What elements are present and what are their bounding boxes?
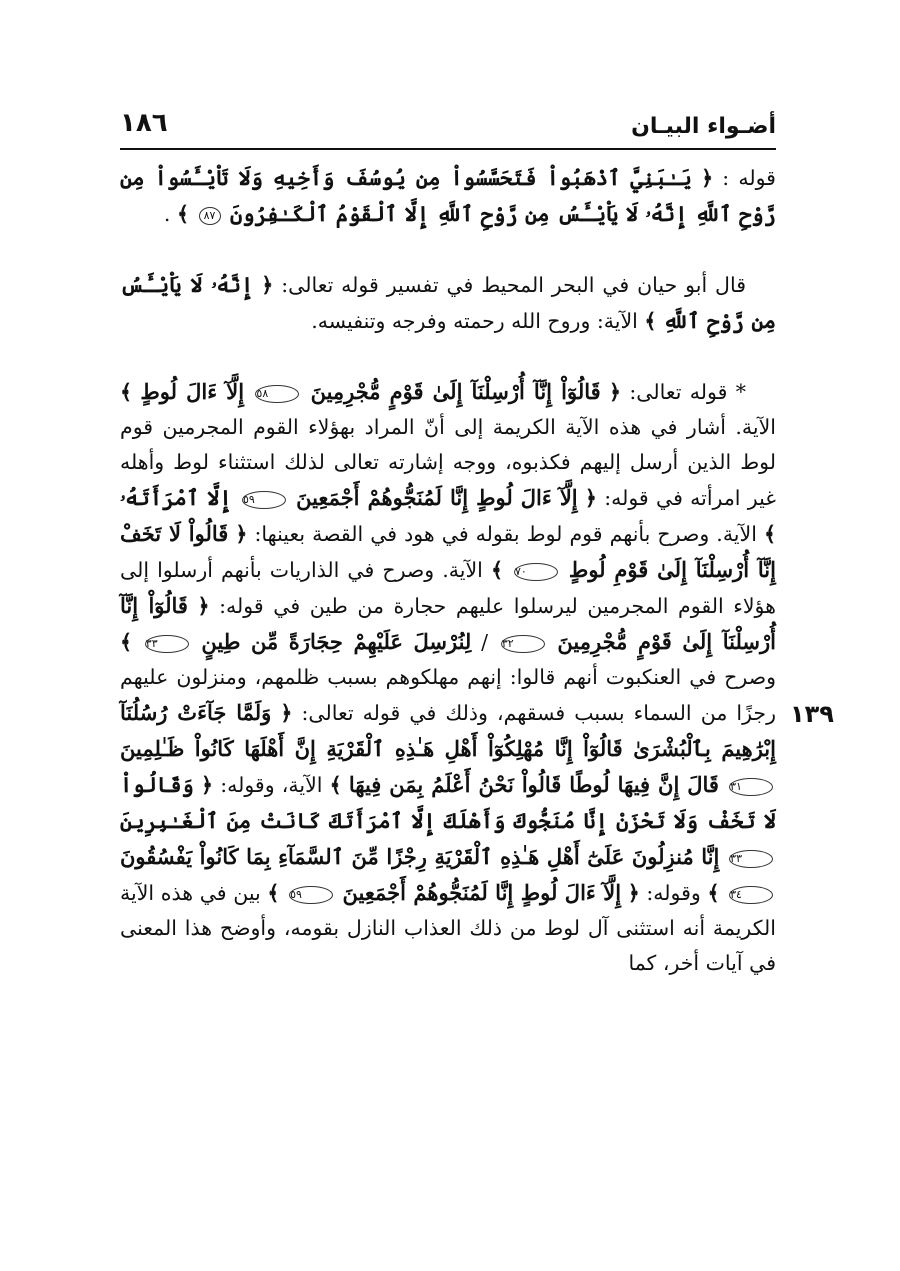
para3-text: وصرح في العنكبوت أنهم قالوا: إنهم مهلكوهم بسبب ظلمهم، ومنزلون عليهم رجزًا من السماء بسبب فسقهم، وذلك في قوله تعالى: xyxy=(120,665,776,725)
paragraph-gap xyxy=(120,232,776,267)
para2-tail: الآية: وروح الله رحمته وفرجه وتنفيسه. xyxy=(311,309,638,333)
para1-tail: . xyxy=(163,202,171,226)
ornate-brace-close: ﴾ xyxy=(120,630,133,654)
quran-verse: قَالَ إِنَّ فِيهَا لُوطًا قَالُواْ نَحْنُ أَعْلَمُ بِمَن فِيهَا xyxy=(348,772,719,797)
ornate-brace-open: ﴿ xyxy=(201,773,214,797)
verse-number-marker: ٣٣ xyxy=(145,635,189,653)
para1-lead: قوله : xyxy=(722,166,776,190)
quran-verse: إِلَّآ ءَالَ لُوطٍ إِنَّا لَمُنَجُّوهُمْ أَجْمَعِينَ xyxy=(296,485,578,510)
body-text xyxy=(120,160,776,981)
quran-verse: إِلَّآ ءَالَ لُوطٍ xyxy=(140,379,245,404)
ornate-brace-open: ﴿ xyxy=(197,594,210,618)
quran-verse: إِنَّا مُنزِلُونَ عَلَىٰٓ أَهْلِ هَـٰذِهِ ٱلْقَرْيَةِ رِجْزًا مِّنَ ٱلسَّمَآءِ بِمَا كَانُواْ يَفْسُقُونَ xyxy=(120,844,720,869)
quran-verse: لِنُرْسِلَ عَلَيْهِمْ حِجَارَةً مِّن طِينٍ xyxy=(201,629,472,654)
para3-text: الآية. وصرح بأنهم قوم لوط بقوله في هود في القصة بعينها: xyxy=(254,522,757,546)
verse-number-marker: ٧٠ xyxy=(514,563,558,581)
quran-verse: وَلَمَّا جَآءَتْ رُسُلُنَآ إِبْرَٰهِيمَ بِٱلْبُشْرَىٰ قَالُوٓاْ إِنَّا مُهْلِكُوٓاْ أَهْلِ هَـٰذِهِ ٱلْقَرْيَةِ إِنَّ أَهْلَهَا كَانُواْ ظَـٰلِمِينَ xyxy=(120,700,776,761)
ornate-brace-close: ﴾ xyxy=(329,773,342,797)
ornate-brace-close: ﴾ xyxy=(120,380,133,404)
paragraph-3 xyxy=(120,374,776,981)
verse-number-marker: ٨٧ xyxy=(199,207,221,225)
page-number: ١٨٦ xyxy=(120,108,168,138)
quran-verse: إِلَّآ ءَالَ لُوطٍ إِنَّا لَمُنَجُّوهُمْ أَجْمَعِينَ xyxy=(342,880,622,905)
verse-separator: / xyxy=(481,630,489,654)
verse-number-marker: ٣٢ xyxy=(501,635,545,653)
ornate-brace-close: ﴾ xyxy=(644,309,657,333)
verse-number-marker: ٥٩ xyxy=(242,491,286,509)
verse-number-marker: ٥٨ xyxy=(255,385,299,403)
ornate-brace-open: ﴿ xyxy=(627,881,640,905)
quran-verse: يَـٰبَنِيَّ ٱذْهَبُواْ فَتَحَسَّسُواْ مِن يُوسُفَ وَأَخِيهِ وَلَا تَاْيْـَٔسُواْ مِن رَّوْحِ ٱللَّهِ إِنَّهُۥ لَا يَاْيْـَٔسُ مِن رَّوْحِ ٱللَّهِ إِلَّا ٱلْقَوْمُ ٱلْكَـٰفِرُونَ xyxy=(120,165,776,226)
ornate-brace-close: ﴾ xyxy=(176,202,189,226)
para3-text: الآية، وقوله: xyxy=(220,773,323,797)
para3-text: الآية. وصرح في الذاريات بأنهم أرسلوا إلى هؤلاء القوم المجرمين ليرسلوا عليهم حجارة من طين في قوله: xyxy=(120,558,776,618)
page-header xyxy=(120,108,776,150)
quran-verse: إِلَّا ٱمْرَأَتَهُۥ xyxy=(120,485,232,510)
ornate-brace-open: ﴿ xyxy=(261,273,274,297)
ornate-brace-open: ﴿ xyxy=(609,380,622,404)
ornate-brace-close: ﴾ xyxy=(707,881,720,905)
ornate-brace-open: ﴿ xyxy=(701,166,714,190)
ornate-brace-close: ﴾ xyxy=(267,881,280,905)
margin-reference-number: ١٣٩ xyxy=(790,700,834,728)
para3-text: * قوله تعالى: xyxy=(629,380,746,404)
ornate-brace-open: ﴿ xyxy=(584,486,597,510)
para3-text: وقوله: xyxy=(646,881,701,905)
verse-number-marker: ٣٣ xyxy=(729,850,773,868)
para3-text: الآية. أشار في هذه الآية الكريمة إلى أنّ المراد بهؤلاء القوم المجرمين قوم لوط الذين أرسل إليهم فكذبوه، ووجه إشارته تعالى لذلك استثناء لوط وأهله غير امرأته في قوله: xyxy=(120,415,776,510)
quran-verse: إِنَّهُۥ لَا يَاْيْـَٔسُ مِن رَّوْحِ ٱللَّهِ xyxy=(120,272,776,333)
verse-number-marker: ٣٤ xyxy=(729,886,773,904)
paragraph-1 xyxy=(120,160,776,232)
para2-lead: قال أبو حيان في البحر المحيط في تفسير قوله تعالى: xyxy=(281,273,746,297)
para3-text: بين في هذه الآية الكريمة أنه استثنى آل لوط من ذلك العذاب النازل بقومه، وأوضح هذا المعنى في آيات أخر، كما xyxy=(120,881,776,975)
ornate-brace-open: ﴿ xyxy=(235,522,248,546)
quran-verse: قَالُواْ لَا تَخَفْ إِنَّآ أُرْسِلْنَآ إِلَىٰ قَوْمِ لُوطٍ xyxy=(120,521,776,582)
ornate-brace-open: ﴿ xyxy=(280,701,293,725)
ornate-brace-close: ﴾ xyxy=(490,558,503,582)
verse-number-marker: ٥٩ xyxy=(289,886,333,904)
paragraph-gap xyxy=(120,339,776,374)
book-title: أضـواء البيـان xyxy=(631,114,776,139)
verse-number-marker: ٣١ xyxy=(729,778,773,796)
quran-verse: قَالُوٓاْ إِنَّآ أُرْسِلْنَآ إِلَىٰ قَوْمٍ مُّجْرِمِينَ xyxy=(120,593,776,654)
quran-verse: قَالُوٓاْ إِنَّآ أُرْسِلْنَآ إِلَىٰ قَوْمٍ مُّجْرِمِينَ xyxy=(310,379,601,404)
quran-verse: وَقَالُواْ لَا تَخَفْ وَلَا تَحْزَنْ إِنَّا مُنَجُّوكَ وَأَهْلَكَ إِلَّا ٱمْرَأَتَكَ كَانَتْ مِنَ ٱلْغَـٰبِرِينَ xyxy=(120,772,776,833)
ornate-brace-close: ﴾ xyxy=(763,522,776,546)
paragraph-2 xyxy=(120,267,776,339)
